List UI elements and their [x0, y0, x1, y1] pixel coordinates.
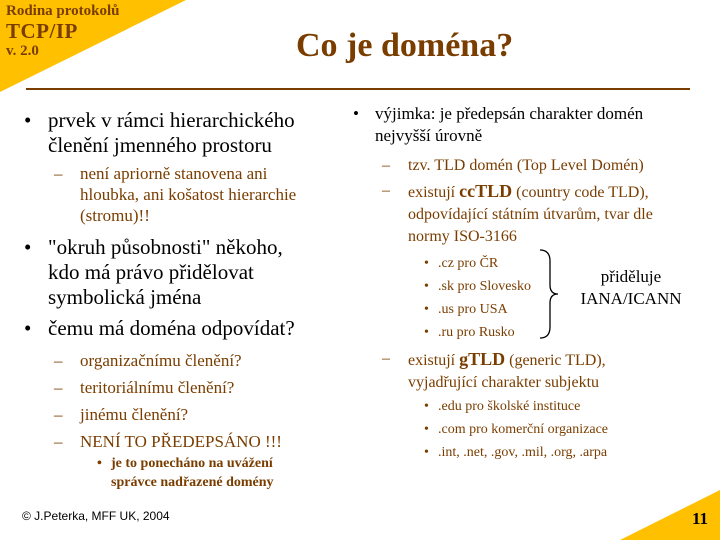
- gtld-examples: [424, 395, 609, 464]
- dash-marker: –: [382, 350, 390, 367]
- left-sub-1-line3: (stromu)!!: [80, 206, 150, 225]
- left-sub-1-line1: není apriorně stanovena ani: [80, 164, 268, 183]
- right-sub-tld: [382, 155, 644, 176]
- dash-marker: –: [382, 157, 390, 174]
- left-bullet-3: [24, 316, 295, 341]
- left-bullet-2-line1: "okruh působnosti" někoho,: [48, 235, 283, 259]
- left-bullet-1-line1: prvek v rámci hierarchického: [48, 108, 295, 132]
- cctld-term: ccTLD: [459, 181, 513, 201]
- left-bullet-2-line2: kdo má právo přidělovat: [48, 260, 254, 284]
- page-number: 11: [692, 509, 709, 528]
- list-item-text: teritoriálnímu členění?: [80, 378, 235, 397]
- assignment-note: [566, 266, 696, 310]
- gtld-term: gTLD: [459, 349, 506, 369]
- left-sub-list: [54, 347, 282, 455]
- right-sub-gtld-line1: existují gTLD (generic TLD),: [408, 349, 606, 369]
- list-item: [54, 374, 282, 401]
- list-item: • .ru pro Rusko: [438, 321, 531, 344]
- left-note: [97, 454, 274, 492]
- dot-marker: •: [424, 399, 429, 414]
- series-subtitle: TCP/IP: [6, 19, 78, 43]
- right-sub-cctld: [382, 180, 653, 248]
- list-item: [54, 428, 282, 455]
- right-bullet: [353, 103, 644, 147]
- list-item: • .sk pro Slovesko: [438, 275, 531, 298]
- right-sub-gtld-line2: vyjadřující charakter subjektu: [408, 374, 600, 391]
- dash-marker: –: [54, 164, 63, 183]
- right-sub-cctld-line3: normy ISO-3166: [408, 228, 517, 245]
- left-note-line1: je to ponecháno na uvážení: [111, 456, 273, 471]
- list-item: • .com pro komerční organizace: [438, 418, 608, 441]
- dash-marker: –: [382, 182, 390, 199]
- list-item: • .us pro USA: [438, 298, 531, 321]
- left-bullet-2: [24, 235, 283, 310]
- left-bullet-3-line1: čemu má doména odpovídat?: [48, 316, 295, 340]
- dash-marker: –: [54, 351, 63, 370]
- left-sub-1: [54, 163, 297, 226]
- bullet-marker: •: [24, 108, 32, 132]
- bullet-marker: •: [24, 235, 32, 259]
- list-item-text: organizačnímu členění?: [80, 351, 242, 370]
- list-item: • .int, .net, .gov, .mil, .org, .arpa: [438, 441, 608, 464]
- right-bullet-line1: výjimka: je předepsán charakter domén: [375, 104, 644, 123]
- right-sub-cctld-line2: odpovídající státním útvarům, tvar dle: [408, 206, 653, 223]
- brace-icon: [536, 247, 566, 341]
- list-item-text: jinému členění?: [80, 405, 189, 424]
- footer-copyright: © J.Peterka, MFF UK, 2004: [22, 509, 170, 523]
- cctld-examples: [424, 252, 531, 344]
- right-sub-tld-text: tzv. TLD domén (Top Level Domén): [408, 157, 644, 174]
- series-title: Rodina protokolů: [6, 3, 120, 19]
- dash-marker: –: [54, 405, 63, 424]
- dot-marker: •: [424, 325, 429, 340]
- left-bullet-1: [24, 108, 295, 158]
- assignment-line1: přiděluje: [600, 267, 662, 286]
- dot-marker: •: [424, 302, 429, 317]
- dash-marker: –: [54, 432, 63, 451]
- version-label: v. 2.0: [6, 43, 39, 59]
- assignment-line2: IANA/ICANN: [580, 289, 682, 308]
- dash-marker: –: [54, 378, 63, 397]
- left-sub-1-line2: hloubka, ani košatost hierarchie: [80, 185, 297, 204]
- page-title: Co je doména?: [296, 27, 514, 64]
- left-bullet-1-line2: členění jmenného prostoru: [48, 133, 272, 157]
- list-item-text: NENÍ TO PŘEDEPSÁNO !!!: [80, 432, 282, 451]
- list-item: [54, 401, 282, 428]
- left-bullet-2-line3: symbolická jména: [48, 285, 202, 309]
- list-item: • .cz pro ČR: [438, 252, 531, 275]
- dot-marker: •: [97, 456, 102, 471]
- title-divider: [26, 88, 690, 90]
- list-item: [54, 347, 282, 374]
- left-note-line2: správce nadřazené domény: [111, 475, 274, 490]
- bullet-marker: •: [24, 316, 32, 340]
- dot-marker: •: [424, 422, 429, 437]
- list-item: • .edu pro školské instituce: [438, 395, 608, 418]
- right-sub-gtld: [382, 348, 606, 394]
- dot-marker: •: [424, 256, 429, 271]
- dot-marker: •: [424, 279, 429, 294]
- right-sub-cctld-line1: existují ccTLD (country code TLD),: [408, 181, 649, 201]
- right-bullet-line2: nejvyšší úrovně: [375, 126, 483, 145]
- dot-marker: •: [424, 445, 429, 460]
- bullet-marker: •: [353, 104, 359, 123]
